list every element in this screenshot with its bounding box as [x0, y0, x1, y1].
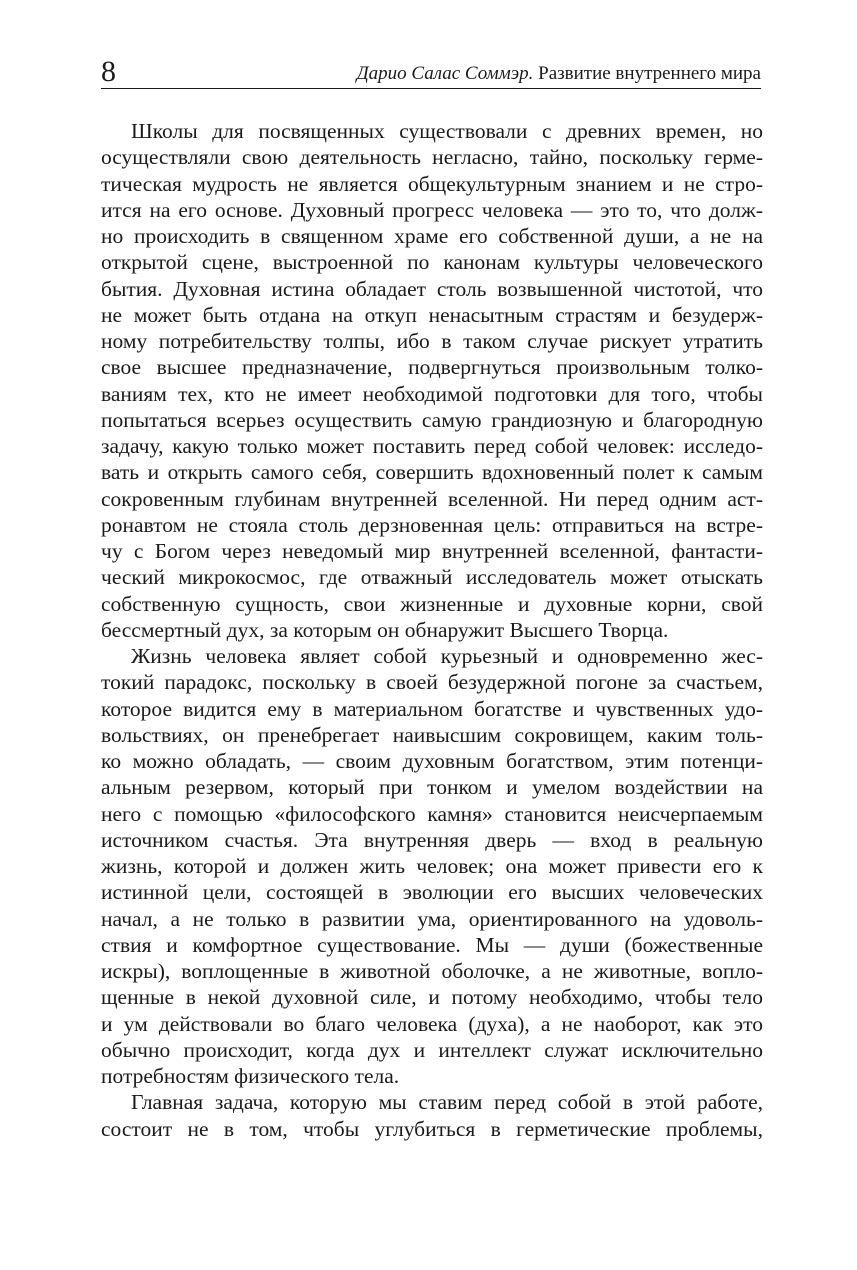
text-line: вать и открыть самого себя, совершить вдохновенный полет к самым	[101, 460, 763, 485]
text-line: ится на его основе. Духовный прогресс человека — это то, что долж-	[101, 197, 763, 222]
running-header	[101, 52, 761, 89]
text-line: попытаться всерьез осуществить самую грандиозную и благородную	[101, 407, 763, 432]
text-line: Школы для посвященных существовали с древних времен, но	[131, 119, 763, 143]
text-line: сокровенным глубинам внутренней вселенной. Ни перед одним аст-	[101, 486, 763, 511]
paragraph	[101, 1089, 763, 1142]
body-text	[101, 118, 763, 1142]
text-line: обычно происходит, когда дух и интеллект служат исключительно	[101, 1037, 763, 1062]
text-line: жизнь, которой и должен жить человек; она может привести его к	[101, 854, 763, 878]
paragraph	[101, 643, 763, 1089]
text-line: токий парадокс, поскольку в своей безудержной погоне за счастьем,	[101, 670, 763, 695]
text-line: открытой сцене, выстроенной по канонам культуры человеческого	[101, 250, 763, 275]
text-line: чу с Богом через неведомый мир внутренней вселенной, фантасти-	[101, 539, 763, 563]
text-line: бытия. Духовная истина обладает столь возвышенной чистотой, что	[101, 276, 763, 301]
text-line: ческий микрокосмос, где отважный исследователь может отыскать	[101, 565, 763, 590]
text-line: осуществляли свою деятельность негласно, тайно, поскольку герме-	[101, 145, 763, 170]
text-line: свое высшее предназначение, подвергнуться произвольным толко-	[101, 355, 763, 380]
text-line: истинной цели, состоящей в эволюции его высших человеческих	[101, 880, 763, 905]
text-line: тическая мудрость не является общекультурным знанием и не стро-	[101, 171, 763, 196]
header-author: Дарио Салас Соммэр.	[356, 63, 534, 84]
text-line: щенные в некой духовной силе, и потому необходимо, чтобы тело	[101, 985, 763, 1010]
text-line: ко можно обладать, — своим духовным богатством, этим потенци-	[101, 749, 763, 773]
text-line: собственную сущность, свои жизненные и духовные корни, свой	[101, 591, 763, 616]
text-line: источником счастья. Эта внутренняя дверь — вход в реальную	[101, 827, 763, 852]
page-number: 8	[101, 55, 116, 88]
text-line: но происходить в священном храме его собственной души, а не на	[101, 224, 763, 248]
text-line: ному потребительству толпы, ибо в таком случае рискует утратить	[101, 329, 763, 353]
text-line: потребностям физического тела.	[101, 1064, 400, 1088]
text-line: Главная задача, которую мы ставим перед собой в этой работе,	[131, 1090, 763, 1115]
text-line: задачу, какую только может поставить перед собой человек: исследо-	[101, 434, 763, 458]
text-line: ронавтом не стояла столь дерзновенная цель: отправиться на встре-	[101, 512, 763, 537]
text-line: бессмертный дух, за которым он обнаружит Высшего Творца.	[101, 617, 669, 642]
text-line: ствия и комфортное существование. Мы — души (божественные	[101, 932, 763, 957]
text-line: состоит не в том, чтобы углубиться в герметические проблемы,	[101, 1116, 763, 1141]
text-line: начал, а не только в развитии ума, ориентированного на удоволь-	[101, 906, 763, 931]
text-line: вольствиях, он пренебрегает наивысшим сокровищем, каким толь-	[101, 722, 763, 747]
text-line: Жизнь человека являет собой курьезный и одновременно жес-	[131, 644, 763, 668]
text-line: не может быть отдана на откуп ненасытным страстям и безудерж-	[101, 302, 763, 327]
text-line: искры), воплощенные в животной оболочке, а не животные, вопло-	[101, 959, 763, 983]
header-title-text: Развитие внутреннего мира	[538, 63, 761, 84]
text-line: и ум действовали во благо человека (духа), а не наоборот, как это	[101, 1011, 763, 1036]
text-line: него с помощью «философского камня» становится неисчерпаемым	[101, 801, 763, 826]
paragraph	[101, 118, 763, 643]
text-line: альным резервом, который при тонком и умелом воздействии на	[101, 775, 763, 800]
header-book-title	[357, 64, 761, 84]
text-line: которое видится ему в материальном богатстве и чувственных удо-	[101, 696, 763, 721]
text-line: ваниям тех, кто не имеет необходимой подготовки для того, чтобы	[101, 381, 763, 406]
